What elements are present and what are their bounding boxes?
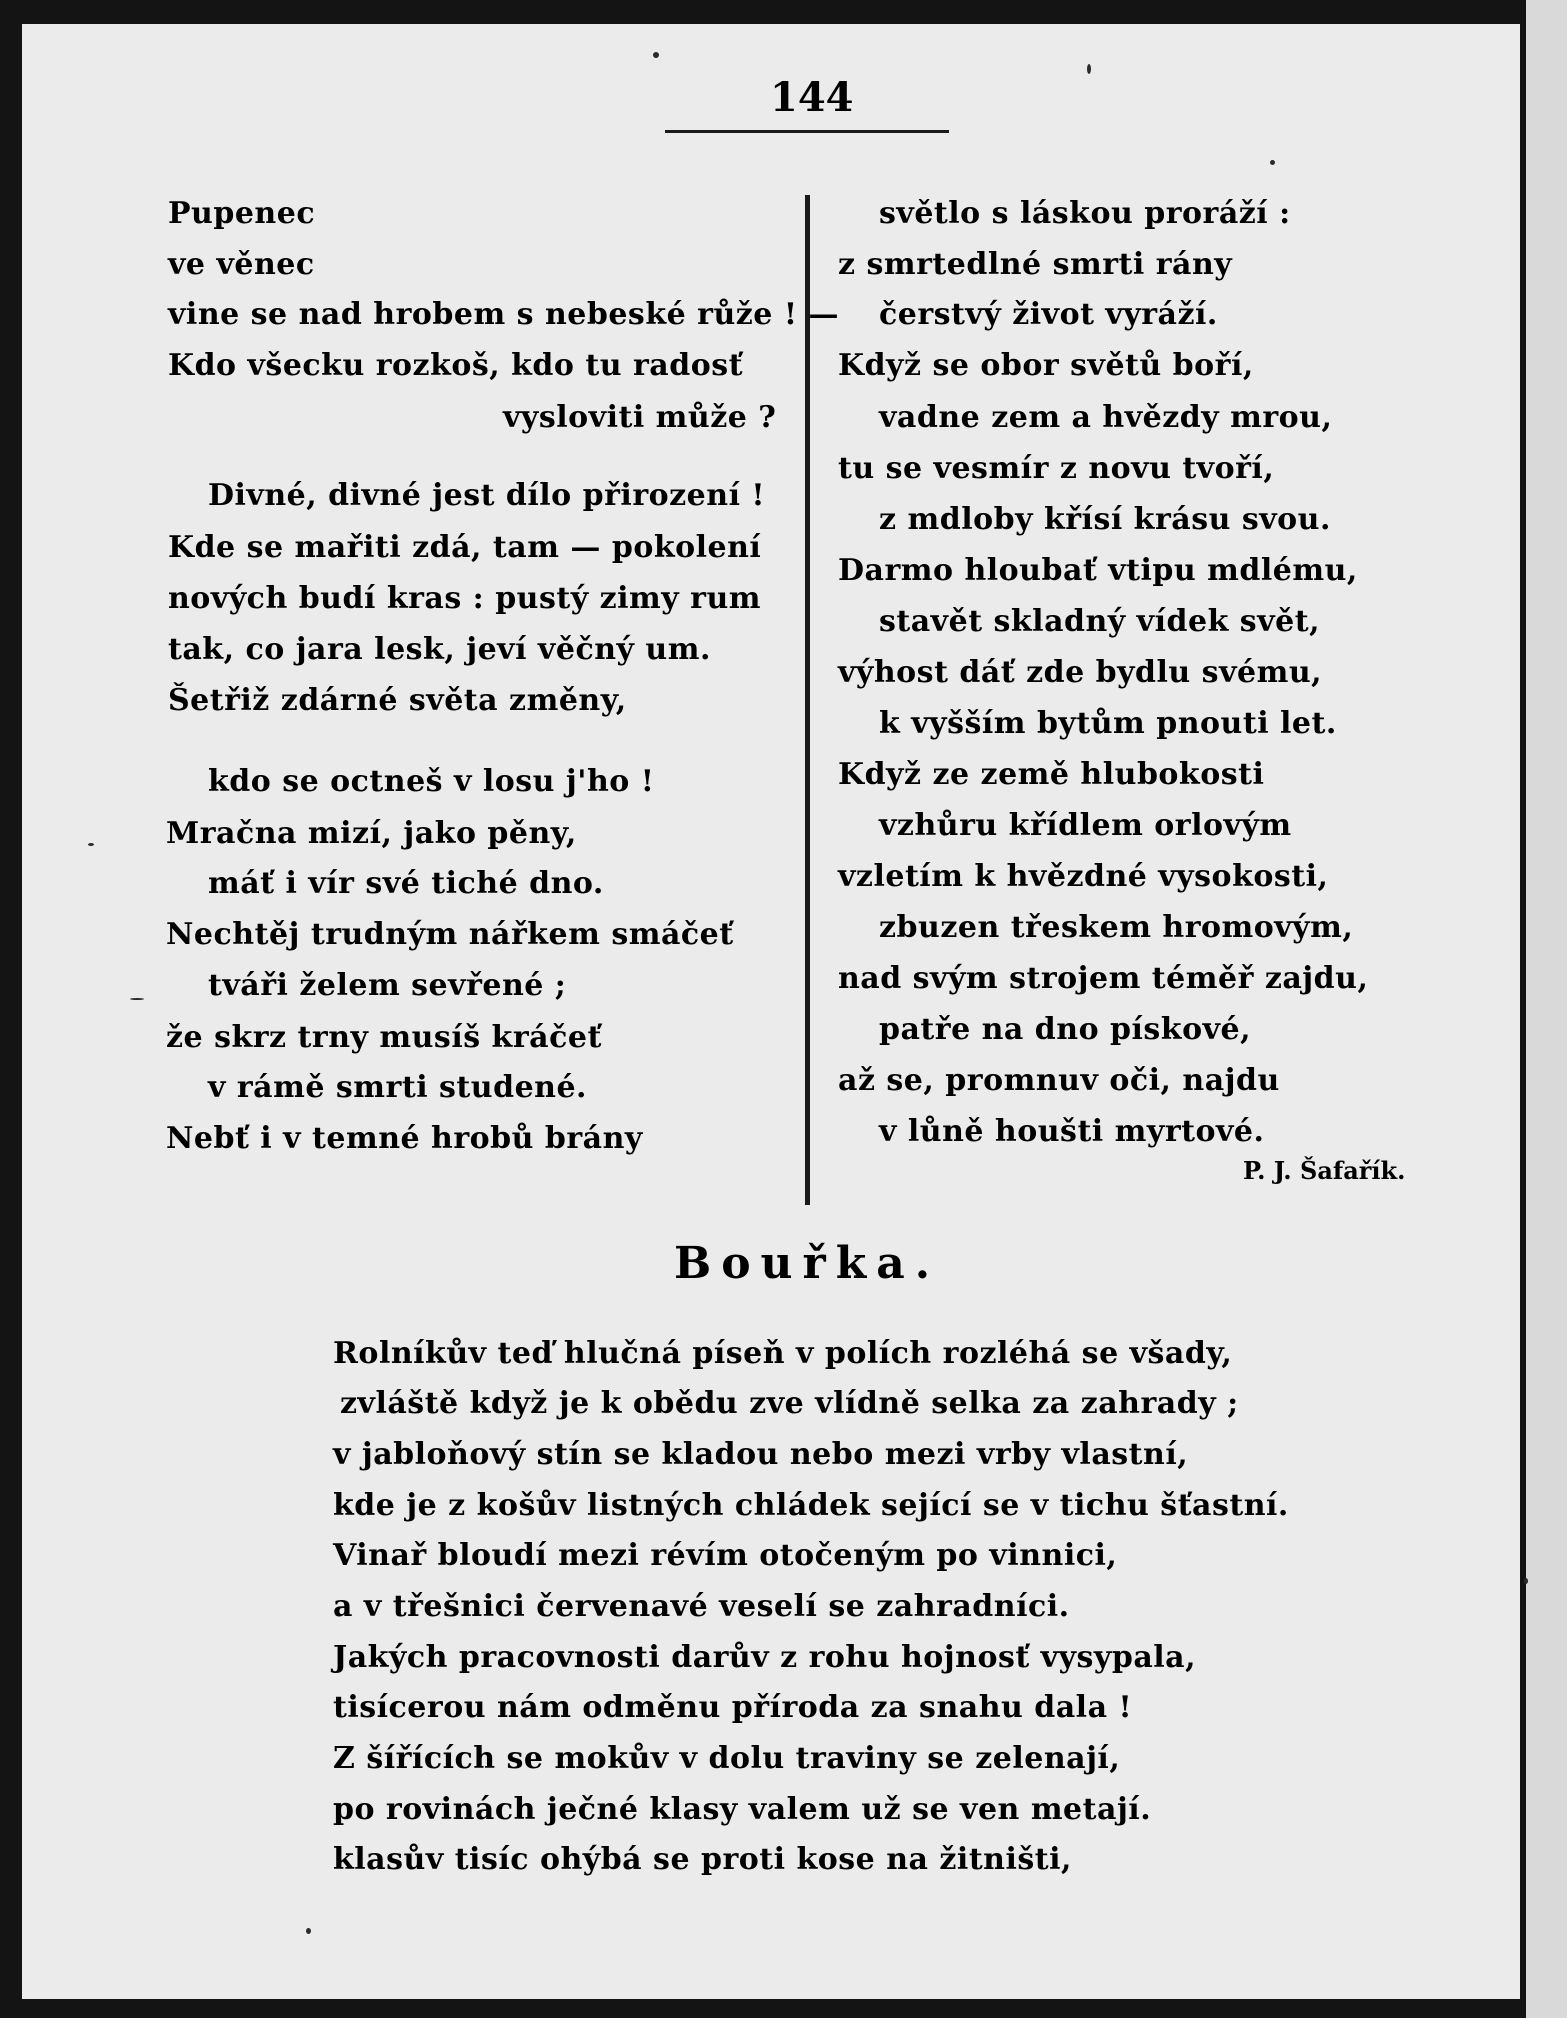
- poem-line: čerstvý život vyráží.: [879, 297, 1218, 332]
- poem-line: vine se nad hrobem s nebeské růže ! —: [168, 297, 839, 332]
- poem-line: klasův tisíc ohýbá se proti kose na žitništi,: [333, 1842, 1072, 1877]
- page-number: 144: [770, 74, 854, 121]
- poem-title: Bouřka.: [674, 1238, 941, 1289]
- poem-line: ve věnec: [168, 247, 315, 282]
- poem-line: v lůně houšti myrtové.: [879, 1114, 1265, 1149]
- poem-line: tu se vesmír z novu tvoří,: [838, 451, 1275, 486]
- poem-line: Šetřiž zdárné světa změny,: [168, 683, 627, 718]
- poem-line: zvláště když je k obědu zve vlídně selka za zahrady ;: [340, 1386, 1239, 1421]
- poem-line: Darmo hloubať vtipu mdlému,: [838, 553, 1358, 588]
- poem-line: vzletím k hvězdné vysokosti,: [838, 859, 1329, 894]
- poem-line: Rolníkův teď hlučná píseň v polích rozléhá se všady,: [333, 1336, 1233, 1371]
- poem-line: v rámě smrti studené.: [208, 1070, 587, 1105]
- poem-line: v jabloňový stín se kladou nebo mezi vrby vlastní,: [333, 1437, 1189, 1472]
- poem-line: a v třešnici červenavé veselí se zahradníci.: [333, 1589, 1070, 1624]
- scan-speck: [306, 1928, 311, 1934]
- scan-speck: [88, 843, 94, 846]
- poem-line: z smrtedlné smrti rány: [838, 247, 1233, 282]
- adjacent-page-strip: [1526, 0, 1567, 2018]
- poem-line: Vinař bloudí mezi révím otočeným po vinnici,: [333, 1538, 1118, 1573]
- poem-line: z mdloby křísí krásu svou.: [879, 502, 1331, 537]
- poem-line: vysloviti může ?: [503, 400, 777, 435]
- poem-line: Z šířících se mokův v dolu traviny se zelenají,: [333, 1741, 1121, 1776]
- poem-line: Jakých pracovnosti darův z rohu hojnosť vysypala,: [333, 1640, 1197, 1675]
- poem-line: zbuzen třeskem hromovým,: [879, 910, 1354, 945]
- scan-speck: [1524, 1578, 1528, 1584]
- poem-line: tisícerou nám odměnu příroda za snahu dala !: [333, 1690, 1133, 1725]
- scan-speck: [1270, 160, 1275, 165]
- poem-line: že skrz trny musíš kráčeť: [166, 1020, 602, 1055]
- poem-line: stavět skladný vídek svět,: [879, 604, 1321, 639]
- poem-line: po rovinách ječné klasy valem už se ven metají.: [333, 1792, 1152, 1827]
- poem-line: nových budí kras : pustý zimy rum: [168, 581, 762, 616]
- poem-line: Kdo všecku rozkoš, kdo tu radosť: [168, 348, 743, 383]
- poem-line: Divné, divné jest dílo přirození !: [208, 478, 766, 513]
- poem-line: Nechtěj trudným nářkem smáčeť: [166, 917, 734, 952]
- scan-speck: [653, 52, 659, 58]
- column-divider: [805, 195, 810, 1205]
- poem-line: máť i vír své tiché dno.: [208, 866, 604, 901]
- poem-line: k vyšším bytům pnouti let.: [879, 706, 1337, 741]
- poem-line: vzhůru křídlem orlovým: [879, 808, 1292, 843]
- poem-line: Když ze země hlubokosti: [838, 757, 1265, 792]
- scan-speck: [130, 998, 144, 1000]
- author-signature: P. J. Šafařík.: [1243, 1156, 1406, 1185]
- poem-line: kde je z košův listných chládek sející se v tichu šťastní.: [333, 1488, 1289, 1523]
- poem-line: až se, promnuv oči, najdu: [838, 1063, 1280, 1098]
- scan-speck: [1087, 64, 1091, 74]
- poem-line: tváři želem sevřené ;: [208, 968, 567, 1003]
- poem-line: patře na dno pískové,: [879, 1012, 1252, 1047]
- poem-line: vadne zem a hvězdy mrou,: [879, 400, 1333, 435]
- poem-line: Mračna mizí, jako pěny,: [166, 816, 577, 851]
- poem-line: tak, co jara lesk, jeví věčný um.: [168, 632, 711, 667]
- poem-line: nad svým strojem téměř zajdu,: [838, 961, 1369, 996]
- poem-line: Kde se mařiti zdá, tam — pokolení: [168, 530, 762, 565]
- page-number-rule: [665, 130, 949, 133]
- poem-line: světlo s láskou proráží :: [879, 196, 1291, 231]
- poem-line: Když se obor světů boří,: [838, 348, 1254, 383]
- poem-line: výhost dáť zde bydlu svému,: [838, 655, 1323, 690]
- poem-line: Pupenec: [168, 196, 316, 231]
- poem-line: kdo se octneš v losu j'ho !: [208, 764, 655, 799]
- poem-line: Nebť i v temné hrobů brány: [166, 1121, 643, 1156]
